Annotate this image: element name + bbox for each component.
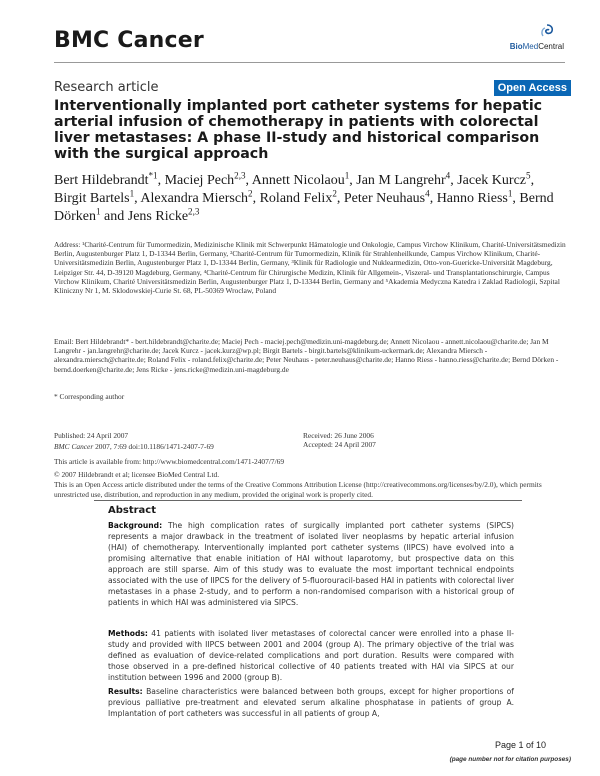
results-text: Baseline characteristics were balanced between both groups, except for higher proportions of previous palliative pre-treatment and elevated serum alkaline phosphatase in patients of group A. Implantation of port catheters was successful in all patients of group A, <box>108 687 514 718</box>
biomed-swirl-icon <box>540 24 554 38</box>
citation-rest: 2007, 7:69 doi:10.1186/1471-2407-7-69 <box>93 442 214 451</box>
logo-med: Med <box>522 42 539 51</box>
citation-footnote: (page number not for citation purposes) <box>449 756 571 763</box>
author-separator: , <box>157 173 165 188</box>
article-url[interactable]: This article is available from: http://www.biomedcentral.com/1471-2407/7/69 <box>54 457 285 466</box>
logo-bio: Bio <box>509 42 523 51</box>
open-access-badge[interactable]: Open Access <box>494 80 571 96</box>
methods-label: Methods: <box>108 629 148 638</box>
author-separator: , <box>530 173 535 188</box>
author-separator: , <box>134 191 141 206</box>
citation <box>54 442 214 453</box>
author-name: Peter Neuhaus <box>343 191 426 206</box>
publisher-logo <box>494 34 564 56</box>
logo-central: Central <box>538 42 564 51</box>
publisher-logo-text <box>510 42 564 51</box>
page-number: Page 1 of 10 <box>494 740 546 750</box>
author-name: Jens Ricke <box>127 209 189 224</box>
corresponding-author-note: * Corresponding author <box>54 392 125 401</box>
author-name: Bert Hildebrandt <box>54 173 149 188</box>
background-label: Background: <box>108 521 163 530</box>
author-name: Bernd Dörken <box>54 191 554 224</box>
author-name: Jan M Langrehr <box>356 173 446 188</box>
author-affiliation: 1 <box>344 170 350 181</box>
author-separator: , <box>429 191 437 206</box>
author-name: Hanno Riess <box>436 191 508 206</box>
copyright: © 2007 Hildebrandt et al; licensee BioMed Central Ltd. <box>54 470 220 479</box>
author-separator: , <box>450 173 458 188</box>
accepted-date: Accepted: 24 April 2007 <box>303 440 376 449</box>
author-affiliation: 1 <box>507 188 513 199</box>
author-affiliation: 4 <box>445 170 451 181</box>
abstract-heading: Abstract <box>108 505 157 516</box>
abstract-methods <box>108 628 514 683</box>
author-emails[interactable]: Email: Bert Hildebrandt* - bert.hildebrandt@charite.de; Maciej Pech - maciej.pech@medizin.uni-magdeburg.de; Annett Nicolaou - annett.nicolaou@charite.de; Jan M Langrehr - jan.langrehr@charite.de; Jacek Kurcz - jacek.kurz@wp.pl; Birgit Bartels - birgit.bartels@klinikum-uckermark.de; Alexandra Miersch - alexandra.miersch@charite.de; Roland Felix - roland.felix@charite.de; Peter Neuhaus - peter.neuhaus@charite.de; Hanno Riess - hanno.riess@charite.de; Bernd Dörken - bernd.doerken@charite.de; Jens Ricke - jens.ricke@medizin.uni-magdeburg.de <box>54 337 559 374</box>
article-title: Interventionally implanted port catheter systems for hepatic arterial infusion of chemotherapy in patients with colorectal liver metastases: A phase II-study and historical comparison with the surgical approach <box>54 98 543 162</box>
abstract-results <box>108 686 514 719</box>
author-affiliation: 5 <box>526 170 531 181</box>
abstract-background <box>108 520 514 608</box>
article-type: Research article <box>54 80 159 95</box>
header-rule <box>54 62 565 63</box>
author-separator: , <box>349 173 357 188</box>
published-date: Published: 24 April 2007 <box>54 431 129 440</box>
author-list <box>54 172 554 226</box>
author-name: Maciej Pech <box>164 173 235 188</box>
license-text: This is an Open Access article distributed under the terms of the Creative Commons Attribution License (http://creativecommons.org/licenses/by/2.0), which permits unrestricted use, distribution, and reproduction in any medium, provided the original work is properly cited. <box>54 480 542 499</box>
results-label: Results: <box>108 687 143 696</box>
author-name: Jacek Kurcz <box>457 173 527 188</box>
author-separator: , <box>252 191 260 206</box>
author-name: Birgit Bartels <box>54 191 130 206</box>
citation-journal: BMC Cancer <box>54 442 94 451</box>
author-name: Annett Nicolaou <box>251 173 345 188</box>
author-affiliation: 4 <box>425 188 430 199</box>
author-affiliation: 2,3 <box>234 170 246 181</box>
background-text: The high complication rates of surgically implanted port catheter systems (SIPCS) represents a major drawback in the treatment of isolated liver neoplasms by hepatic arterial infusion (HAI) of chemotherapy. Interventionally implanted port catheter systems (IIPCS) have evolved into a promising alternative that enable initiation of HAI without laparotomy, but prospective data on this approach are still sparse. Aim of this study was to evaluate the most important technical endpoints associated with the use of IIPCS for the delivery of 5-fluorouracil-based HAI in patients with colorectal liver metastases in a phase 2-study, and to perform a non-randomised comparison with a historical group of patients in which HAI was administered via SIPCS. <box>108 521 514 607</box>
journal-title: BMC Cancer <box>54 28 204 53</box>
author-affiliation: *1 <box>148 170 158 181</box>
author-name: Roland Felix <box>259 191 333 206</box>
author-affiliation: 2 <box>332 188 337 199</box>
author-affiliation: 1 <box>129 188 135 199</box>
author-name: Alexandra Miersch <box>140 191 249 206</box>
methods-text: 41 patients with isolated liver metastases of colorectal cancer were enrolled into a phase II-study and provided with IIPCS between 2001 and 2004 (group A). The primary objective of the trial was defined as evaluation of device-related complications and port duration. Results were compared with those observed in a pre-defined historical collective of 40 patients treated with HAI via SIPCS at our institution between 1996 and 2000 (group B). <box>108 629 514 682</box>
author-separator: , <box>245 173 252 188</box>
author-affiliation: 1 <box>96 206 101 217</box>
author-separator: and <box>100 209 128 224</box>
received-date: Received: 26 June 2006 <box>303 431 374 440</box>
author-separator: , <box>336 191 344 206</box>
author-addresses: Address: ¹Charité-Centrum für Tumormedizin, Medizinische Klinik mit Schwerpunkt Hämatologie und Onkologie, Campus Virchow Klinikum, Charité-Universitätsmedizin Berlin, Augustenburger Platz 1, D-13344 Berlin, Germany, ²Charité-Centrum für Tumormedizin, Klinik für Strahlenheilkunde, Campus Virchow Klinikum, Charité-Universitätsmedizin Berlin, Augustenburger Platz 1, D-13344 Berlin, Germany, ³Klinik für Radiologie und Nuklearmedizin, Otto-von-Guericke-Universität Magdeburg, Leipziger Str. 44, D-39120 Magdeburg, Germany, ⁴Charité-Centrum für Chirurgische Medizin, Klinik für Allgemein-, Viszeral- und Transplantationschirurgie, Campus Virchow Klinikum, Charité Universitätsmedizin Berlin, Augustenburger Platz 1, D-13344 Berlin, Germany and ⁵Akademia Medyczna Katedra i Zaklad Radiologii, Szpital Kliniczny Nr 1, M. Sklodowskiej-Curie St. 68, PL-50369 Wroclaw, Poland <box>54 240 566 296</box>
author-affiliation: 2,3 <box>188 206 200 217</box>
author-separator: , <box>512 191 520 206</box>
author-affiliation: 2 <box>248 188 253 199</box>
